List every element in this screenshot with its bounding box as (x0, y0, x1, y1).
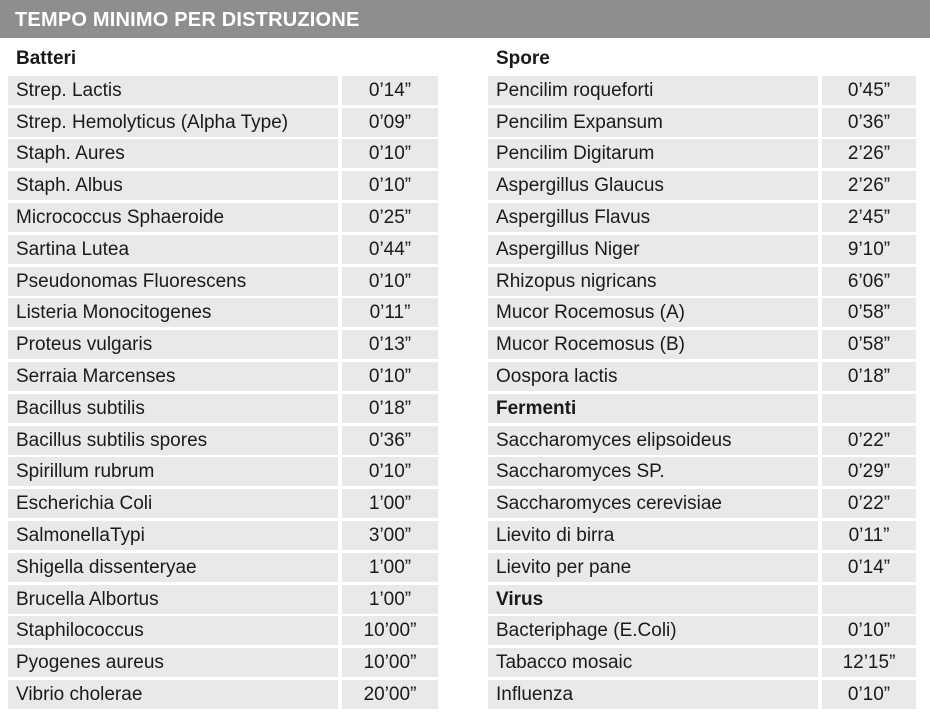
organism-name: SalmonellaTypi (8, 521, 338, 550)
table-row (8, 76, 438, 108)
destruction-time: 0’22” (822, 489, 916, 518)
destruction-time: 2’26” (822, 139, 916, 168)
organism-name: Sartina Lutea (8, 235, 338, 264)
organism-name: Mucor Rocemosus (A) (488, 298, 818, 327)
section-header-batteri: Batteri (8, 44, 338, 73)
destruction-time: 1’00” (342, 553, 438, 582)
organism-name: Listeria Monocitogenes (8, 298, 338, 327)
table-row (8, 457, 438, 489)
bacteria-column (8, 44, 438, 712)
destruction-time: 10’00” (342, 616, 438, 645)
organism-name: Staphilococcus (8, 616, 338, 645)
table-row (488, 457, 916, 489)
organism-name: Pencilim Expansum (488, 108, 818, 137)
table-row (8, 426, 438, 458)
table-row (488, 171, 916, 203)
table-row (488, 298, 916, 330)
organism-name: Shigella dissenteryae (8, 553, 338, 582)
destruction-time: 2’45” (822, 203, 916, 232)
destruction-time: 0’22” (822, 426, 916, 455)
organism-name: Bacillus subtilis (8, 394, 338, 423)
organism-name: Strep. Hemolyticus (Alpha Type) (8, 108, 338, 137)
organism-name: Bacillus subtilis spores (8, 426, 338, 455)
destruction-time (822, 394, 916, 423)
organism-name: Pencilim roqueforti (488, 76, 818, 105)
organism-name: Strep. Lactis (8, 76, 338, 105)
destruction-time: 0’10” (822, 680, 916, 709)
section-header-row (488, 44, 916, 76)
destruction-time: 0’11” (822, 521, 916, 550)
table-row (8, 521, 438, 553)
destruction-time: 0’10” (342, 457, 438, 486)
destruction-time: 0’44” (342, 235, 438, 264)
table-row (8, 553, 438, 585)
organism-name: Serraia Marcenses (8, 362, 338, 391)
table-row (8, 330, 438, 362)
destruction-time: 12’15” (822, 648, 916, 677)
organism-name: Micrococcus Sphaeroide (8, 203, 338, 232)
destruction-time: 1’00” (342, 585, 438, 614)
destruction-time: 0’10” (342, 139, 438, 168)
organism-name: Escherichia Coli (8, 489, 338, 518)
table-row (8, 648, 438, 680)
destruction-time: 2’26” (822, 171, 916, 200)
table-row (8, 489, 438, 521)
table-row (8, 585, 438, 617)
table-row (8, 394, 438, 426)
organism-name: Mucor Rocemosus (B) (488, 330, 818, 359)
organism-name: Aspergillus Niger (488, 235, 818, 264)
organism-name: Aspergillus Glaucus (488, 171, 818, 200)
destruction-time: 0’11” (342, 298, 438, 327)
table-row (8, 362, 438, 394)
section-header: Spore (488, 44, 818, 73)
organism-name: Staph. Aures (8, 139, 338, 168)
organism-name: Vibrio cholerae (8, 680, 338, 709)
section-header-time (342, 44, 438, 73)
organism-name: Spirillum rubrum (8, 457, 338, 486)
spore-ferment-virus-column (488, 44, 916, 712)
organism-name: Saccharomyces cerevisiae (488, 489, 818, 518)
destruction-time: 3’00” (342, 521, 438, 550)
table-row (8, 108, 438, 140)
table-row (488, 76, 916, 108)
table-row (8, 171, 438, 203)
destruction-time: 0’36” (822, 108, 916, 137)
destruction-time: 0’09” (342, 108, 438, 137)
destruction-time: 0’18” (342, 394, 438, 423)
destruction-time: 20’00” (342, 680, 438, 709)
section-header: Virus (488, 585, 818, 614)
table-row (488, 648, 916, 680)
table-row (488, 267, 916, 299)
table-row (488, 108, 916, 140)
table-row (488, 521, 916, 553)
organism-name: Aspergillus Flavus (488, 203, 818, 232)
page-title: TEMPO MINIMO PER DISTRUZIONE (0, 0, 930, 38)
table-row (8, 267, 438, 299)
destruction-time: 0’14” (342, 76, 438, 105)
organism-name: Influenza (488, 680, 818, 709)
section-header: Fermenti (488, 394, 818, 423)
table-row (488, 330, 916, 362)
destruction-time: 0’10” (342, 171, 438, 200)
table-row (488, 203, 916, 235)
destruction-time: 0’45” (822, 76, 916, 105)
destruction-time: 0’14” (822, 553, 916, 582)
destruction-time: 0’58” (822, 330, 916, 359)
table-row (8, 139, 438, 171)
destruction-time: 0’13” (342, 330, 438, 359)
organism-name: Saccharomyces SP. (488, 457, 818, 486)
organism-name: Pseudonomas Fluorescens (8, 267, 338, 296)
organism-name: Pencilim Digitarum (488, 139, 818, 168)
table-row (488, 616, 916, 648)
table-row (8, 680, 438, 712)
destruction-time: 6’06” (822, 267, 916, 296)
table-row (8, 235, 438, 267)
organism-name: Staph. Albus (8, 171, 338, 200)
table-row (8, 298, 438, 330)
section-header-row (488, 585, 916, 617)
organism-name: Lievito di birra (488, 521, 818, 550)
table-row (8, 616, 438, 648)
destruction-time: 0’36” (342, 426, 438, 455)
section-header-row (488, 394, 916, 426)
destruction-time: 10’00” (342, 648, 438, 677)
destruction-time: 0’10” (342, 362, 438, 391)
organism-name: Oospora lactis (488, 362, 818, 391)
table-row (488, 235, 916, 267)
destruction-time: 0’29” (822, 457, 916, 486)
organism-name: Brucella Albortus (8, 585, 338, 614)
destruction-time (822, 585, 916, 614)
organism-name: Bacteriphage (E.Coli) (488, 616, 818, 645)
destruction-time: 1’00” (342, 489, 438, 518)
table-row (488, 362, 916, 394)
destruction-time (822, 44, 916, 73)
table-row (488, 680, 916, 712)
organism-name: Saccharomyces elipsoideus (488, 426, 818, 455)
organism-name: Proteus vulgaris (8, 330, 338, 359)
table-row (488, 553, 916, 585)
organism-name: Rhizopus nigricans (488, 267, 818, 296)
table-row (488, 139, 916, 171)
table-row (8, 203, 438, 235)
table-row (488, 489, 916, 521)
organism-name: Lievito per pane (488, 553, 818, 582)
destruction-time: 0’18” (822, 362, 916, 391)
destruction-time: 9’10” (822, 235, 916, 264)
destruction-time: 0’10” (822, 616, 916, 645)
table-row (488, 426, 916, 458)
section-header-row (8, 44, 438, 76)
organism-name: Tabacco mosaic (488, 648, 818, 677)
organism-name: Pyogenes aureus (8, 648, 338, 677)
destruction-time: 0’58” (822, 298, 916, 327)
destruction-time: 0’25” (342, 203, 438, 232)
destruction-time: 0’10” (342, 267, 438, 296)
